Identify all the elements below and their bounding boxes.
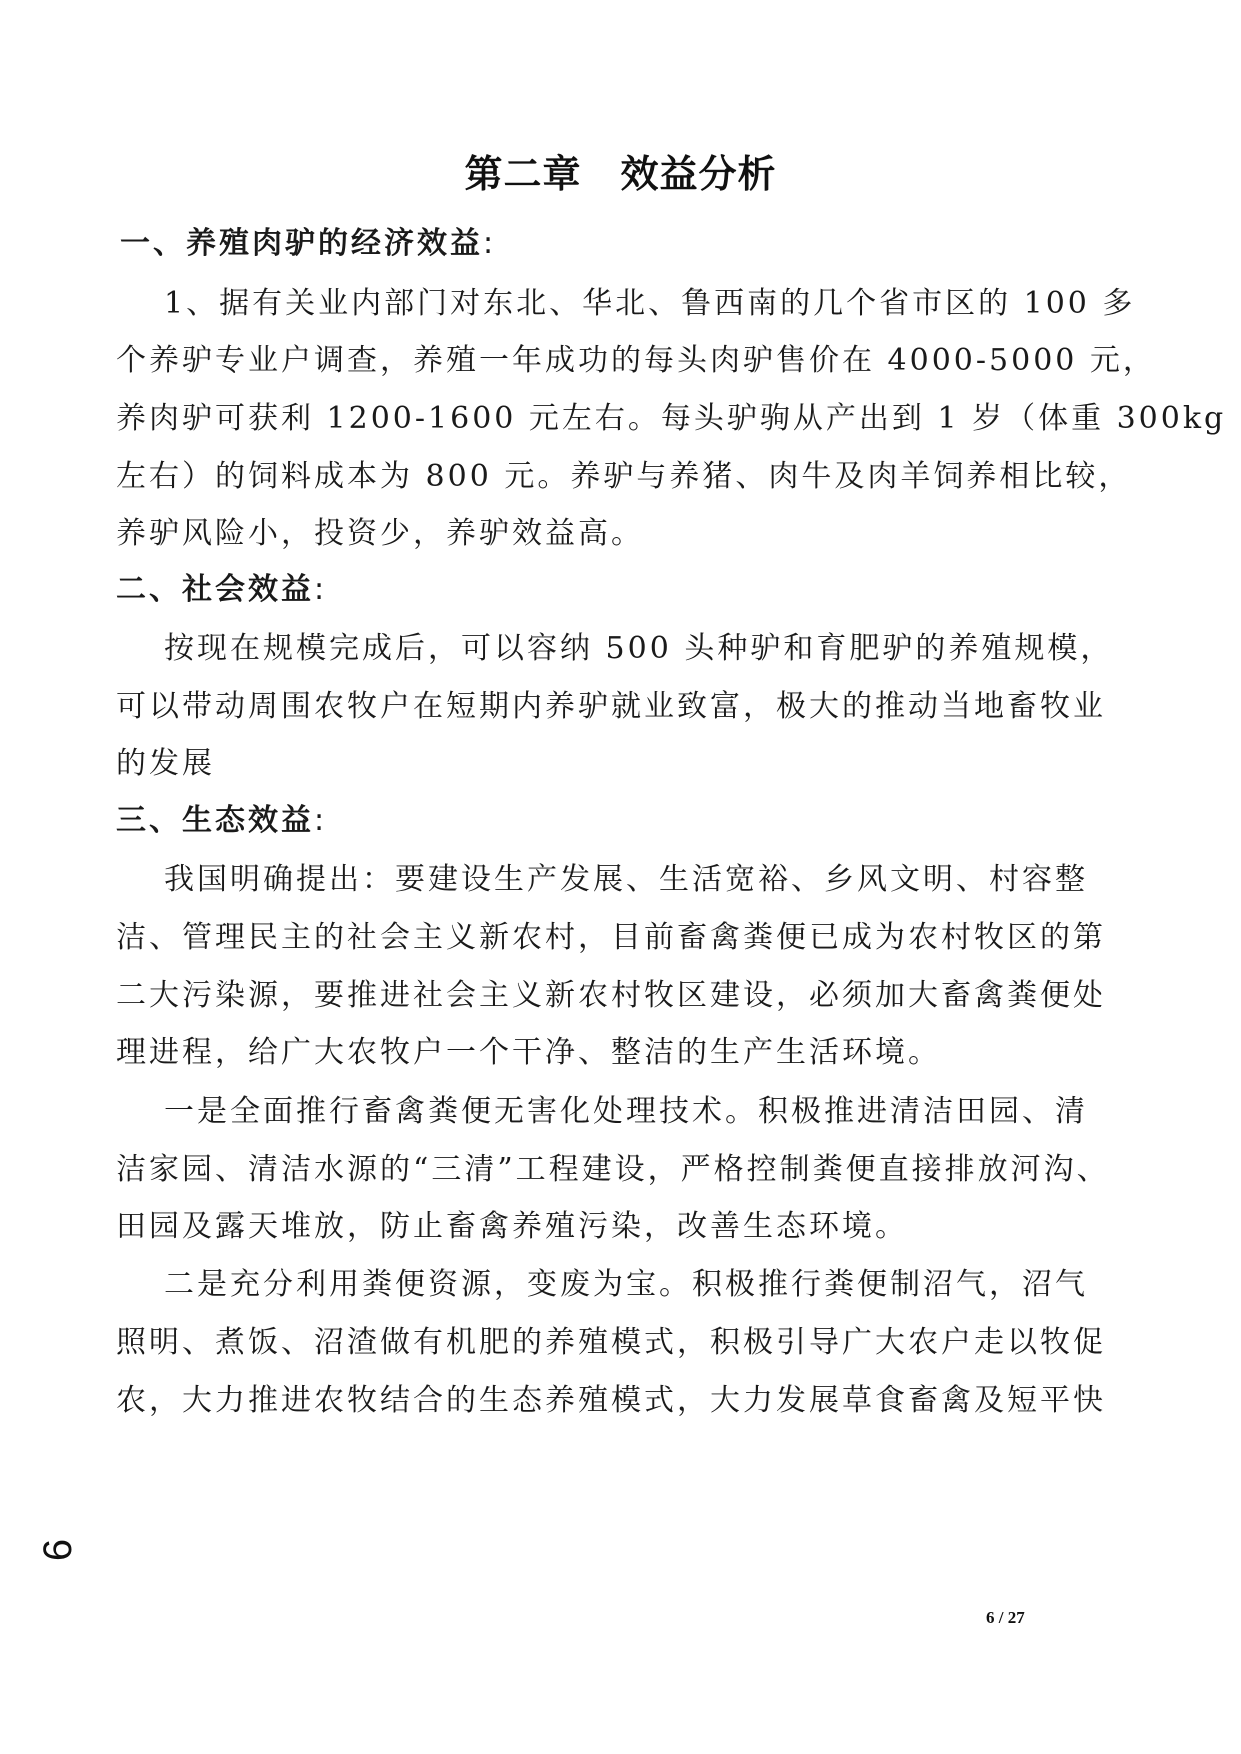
paragraph-line: 1、据有关业内部门对东北、华北、鲁西南的几个省市区的 100 多 bbox=[164, 286, 1136, 321]
section-heading-social: 二、社会效益: bbox=[116, 572, 328, 607]
paragraph-line: 照明、煮饭、沼渣做有机肥的养殖模式，积极引导广大农户走以牧促 bbox=[116, 1325, 1106, 1360]
paragraph-line: 的发展 bbox=[116, 746, 215, 781]
paragraph-line: 一是全面推行畜禽粪便无害化处理技术。积极推进清洁田园、清 bbox=[164, 1094, 1088, 1129]
paragraph-line: 理进程，给广大农牧户一个干净、整洁的生产生活环境。 bbox=[116, 1035, 941, 1070]
paragraph-line: 我国明确提出：要建设生产发展、生活宽裕、乡风文明、村容整 bbox=[164, 862, 1088, 897]
paragraph-line: 洁、管理民主的社会主义新农村，目前畜禽粪便已成为农村牧区的第 bbox=[116, 920, 1106, 955]
paragraph-line: 个养驴专业户调查，养殖一年成功的每头肉驴售价在 4000-5000 元， bbox=[116, 343, 1156, 378]
paragraph-line: 农，大力推进农牧结合的生态养殖模式，大力发展草食畜禽及短平快 bbox=[116, 1383, 1106, 1418]
paragraph-line: 可以带动周围农牧户在短期内养驴就业致富，极大的推动当地畜牧业 bbox=[116, 689, 1106, 724]
paragraph-line: 二是充分利用粪便资源，变废为宝。积极推行粪便制沼气，沼气 bbox=[164, 1267, 1088, 1302]
side-page-number: 6 bbox=[36, 1538, 80, 1562]
page-number: 6 / 27 bbox=[986, 1608, 1025, 1627]
section-heading-ecological: 三、生态效益: bbox=[116, 803, 328, 838]
paragraph-line: 田园及露天堆放，防止畜禽养殖污染，改善生态环境。 bbox=[116, 1209, 908, 1244]
paragraph-line: 养肉驴可获利 1200-1600 元左右。每头驴驹从产出到 1 岁（体重 300kg bbox=[116, 401, 1227, 436]
chapter-title: 第二章 效益分析 bbox=[464, 152, 777, 196]
paragraph-line: 左右）的饲料成本为 800 元。养驴与养猪、肉牛及肉羊饲养相比较， bbox=[116, 459, 1132, 494]
paragraph-line: 按现在规模完成后，可以容纳 500 头种驴和育肥驴的养殖规模， bbox=[164, 631, 1114, 666]
paragraph-line: 洁家园、清洁水源的“三清”工程建设，严格控制粪便直接排放河沟、 bbox=[116, 1152, 1110, 1187]
section-heading-economic: 一、养殖肉驴的经济效益: bbox=[120, 226, 497, 261]
paragraph-line: 养驴风险小，投资少，养驴效益高。 bbox=[116, 516, 644, 551]
paragraph-line: 二大污染源，要推进社会主义新农村牧区建设，必须加大畜禽粪便处 bbox=[116, 978, 1106, 1013]
